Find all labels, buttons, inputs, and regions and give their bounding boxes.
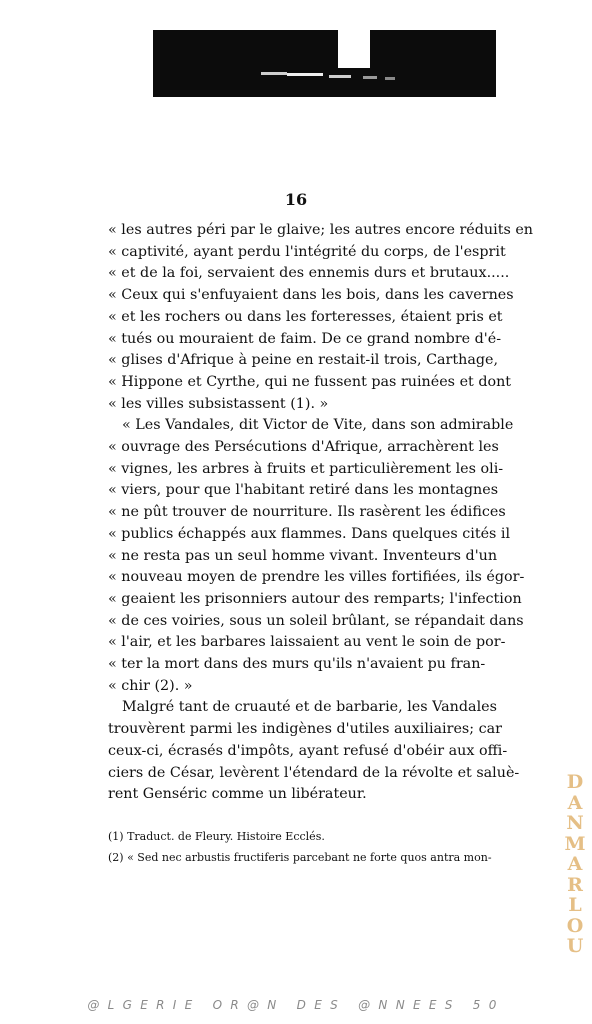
text-line: trouvèrent parmi les indigènes d'utiles auxiliaires; car [108, 721, 502, 738]
text-line: « les autres péri par le glaive; les autres encore réduits en [108, 222, 533, 238]
redaction-bar [153, 30, 496, 97]
text-line: « Les Vandales, dit Victor de Vite, dans son admirable [122, 417, 514, 434]
text-line: ciers de César, levèrent l'étendard de la révolte et saluè- [108, 764, 520, 781]
text-line: « et de la foi, servaient des ennemis durs et brutaux..... [108, 265, 510, 282]
text-line: Malgré tant de cruauté et de barbarie, les Vandales [122, 699, 497, 716]
redaction-streak [329, 75, 351, 78]
text-line: « captivité, ayant perdu l'intégrité du corps, de l'esprit [108, 243, 506, 260]
vertical-watermark-letter: R [567, 873, 583, 896]
text-line: « nouveau moyen de prendre les villes fortifiées, ils égor- [108, 569, 525, 586]
vertical-watermark-letter: M [564, 832, 586, 855]
text-line: « les villes subsistassent (1). » [108, 395, 329, 412]
redaction-streak [261, 72, 287, 75]
text-line: « viers, pour que l'habitant retiré dans les montagnes [108, 482, 499, 499]
text-line: rent Genséric comme un libérateur. [108, 786, 367, 803]
text-line: « chir (2). » [108, 677, 193, 694]
text-line: « et les rochers ou dans les forteresses, étaient pris et [108, 308, 503, 325]
vertical-watermark-letter: O [566, 914, 584, 937]
vertical-watermark-letter: U [566, 935, 584, 957]
text-line: « ne resta pas un seul homme vivant. Inventeurs d'un [108, 547, 498, 564]
text-line: « vignes, les arbres à fruits et particulièrement les oli- [108, 460, 504, 477]
footnote: (2) « Sed nec arbustis fructiferis parcebant ne forte quos antra mon- [108, 851, 492, 864]
text-line: « l'air, et les barbares laissaient au vent le soin de por- [108, 634, 506, 651]
text-line: ceux-ci, écrasés d'impôts, ayant refusé d'obéir aux offi- [108, 742, 508, 759]
text-line: « glises d'Afrique à peine en restait-il trois, Carthage, [108, 352, 499, 369]
text-line: « Hippone et Cyrthe, qui ne fussent pas ruinées et dont [108, 373, 512, 390]
text-line: « de ces voiries, sous un soleil brûlant, se répandait dans [108, 612, 524, 629]
redaction-streak [385, 77, 395, 80]
vertical-watermark-letter: A [567, 791, 583, 814]
text-line: « ter la mort dans des murs qu'ils n'avaient pu fran- [108, 656, 486, 673]
redaction-notch [338, 30, 370, 68]
text-line: « tués ou mouraient de faim. De ce grand nombre d'é- [108, 330, 502, 347]
body-text [108, 220, 533, 806]
text-line: « ouvrage des Persécutions d'Afrique, arrachèrent les [108, 439, 499, 456]
redaction-streak [363, 76, 377, 79]
text-line: « geaient les prisonniers autour des remparts; l'infection [108, 590, 522, 607]
text-line: « Ceux qui s'enfuyaient dans les bois, dans les cavernes [108, 287, 514, 304]
text-line: « publics échappés aux flammes. Dans quelques cités il [108, 525, 511, 542]
vertical-watermark-letter: A [567, 853, 583, 875]
vertical-watermark-letter: N [566, 812, 584, 834]
vertical-watermark-letter: D [566, 771, 584, 793]
vertical-watermark-letter: L [568, 894, 582, 916]
footnote: (1) Traduct. de Fleury. Histoire Ecclés. [108, 830, 325, 843]
text-line: « ne pût trouver de nourriture. Ils rasèrent les édifices [108, 504, 506, 521]
bottom-watermark: @LGERIE OR@N DES @NNEES 50 [87, 998, 505, 1012]
redaction-streak [287, 73, 323, 76]
vertical-watermark [560, 772, 590, 957]
page-number: 16 [284, 190, 308, 209]
footnotes [108, 826, 492, 868]
